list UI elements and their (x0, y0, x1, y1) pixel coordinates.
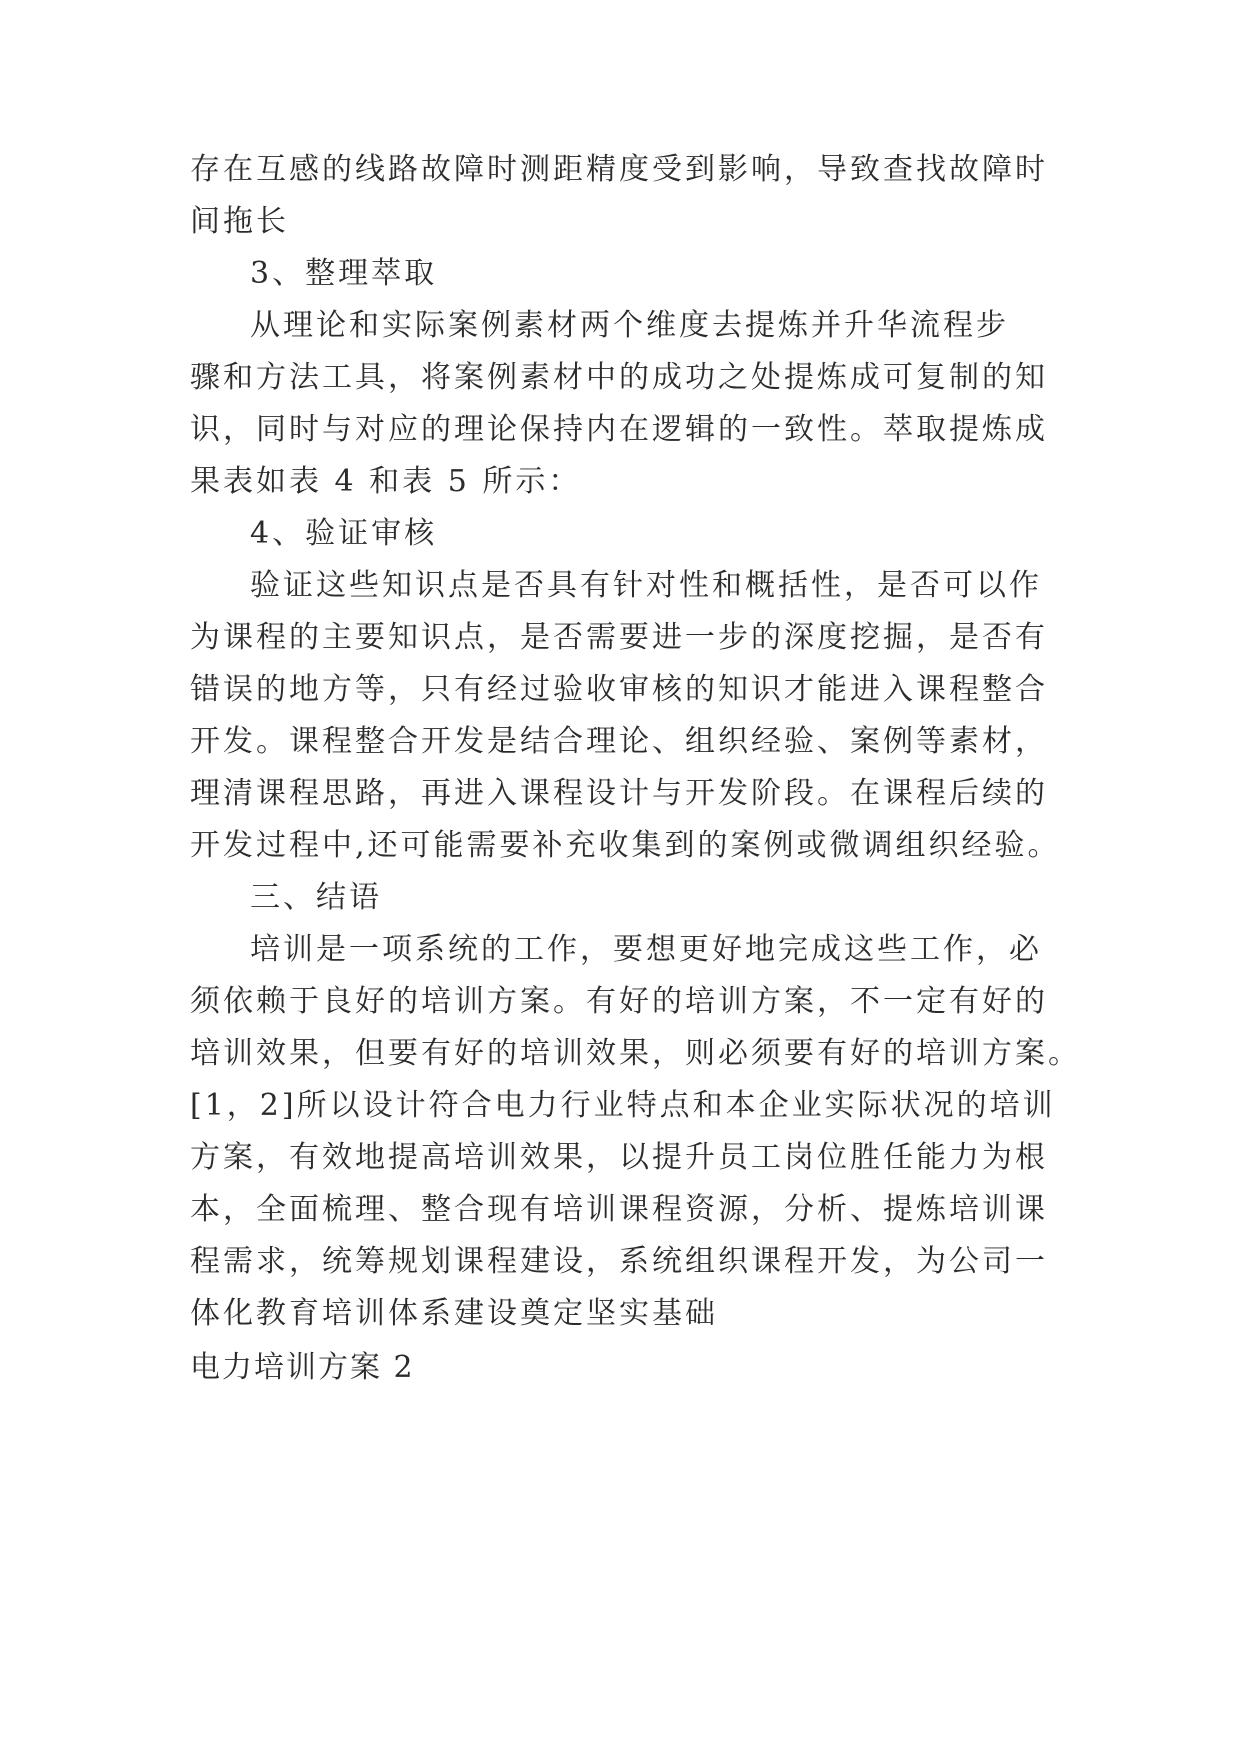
paragraph-line: 须依赖于良好的培训方案。有好的培训方案，不一定有好的 (190, 984, 1048, 1019)
paragraph-line: [1，2]所以设计符合电力行业特点和本企业实际状况的培训 (190, 1088, 1056, 1123)
paragraph-line: 识，同时与对应的理论保持内在逻辑的一致性。萃取提炼成 (190, 412, 1048, 447)
section-heading: 三、结语 (250, 880, 382, 915)
paragraph-line: 程需求，统筹规划课程建设，系统组织课程开发，为公司一 (190, 1244, 1048, 1279)
paragraph-line: 从理论和实际案例素材两个维度去提炼并升华流程步 (250, 308, 1009, 343)
paragraph-line: 开发过程中,还可能需要补充收集到的案例或微调组织经验。 (190, 828, 1061, 863)
paragraph-line: 果表如表 4 和表 5 所示： (190, 464, 582, 499)
paragraph-line: 理清课程思路，再进入课程设计与开发阶段。在课程后续的 (190, 776, 1048, 811)
paragraph-line: 间拖长 (190, 204, 289, 239)
paragraph-line: 验证这些知识点是否具有针对性和概括性，是否可以作 (250, 568, 1042, 603)
paragraph-line: 存在互感的线路故障时测距精度受到影响，导致查找故障时 (190, 152, 1048, 187)
paragraph-line: 体化教育培训体系建设奠定坚实基础 (190, 1296, 718, 1331)
section-heading: 3、整理萃取 (250, 256, 438, 291)
paragraph-line: 方案，有效地提高培训效果，以提升员工岗位胜任能力为根 (190, 1140, 1048, 1175)
paragraph-line: 本，全面梳理、整合现有培训课程资源，分析、提炼培训课 (190, 1192, 1048, 1227)
document-title: 电力培训方案 2 (190, 1350, 415, 1385)
paragraph-line: 错误的地方等，只有经过验收审核的知识才能进入课程整合 (190, 672, 1048, 707)
paragraph-line: 开发。课程整合开发是结合理论、组织经验、案例等素材， (190, 724, 1048, 759)
paragraph-line: 培训效果，但要有好的培训效果，则必须要有好的培训方案。 (190, 1036, 1081, 1071)
paragraph-line: 培训是一项系统的工作，要想更好地完成这些工作，必 (250, 932, 1042, 967)
paragraph-line: 骤和方法工具，将案例素材中的成功之处提炼成可复制的知 (190, 360, 1048, 395)
section-heading: 4、验证审核 (250, 516, 438, 551)
paragraph-line: 为课程的主要知识点，是否需要进一步的深度挖掘，是否有 (190, 620, 1048, 655)
